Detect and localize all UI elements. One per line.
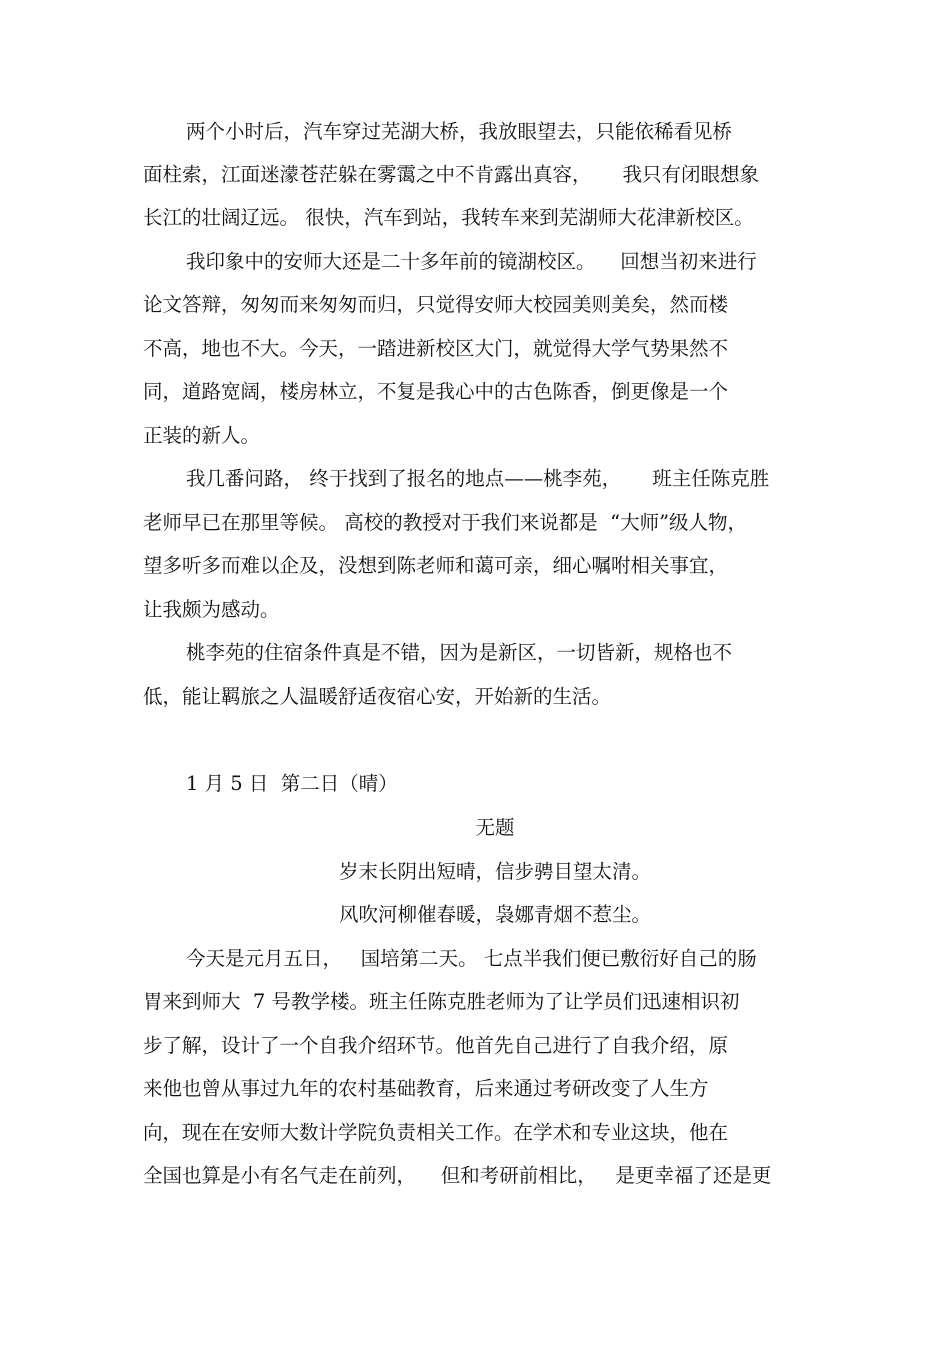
paragraph-line: 两个小时后，汽车穿过芜湖大桥，我放眼望去，只能依稀看见桥: [186, 120, 733, 143]
paragraph-line: 我印象中的安师大还是二十多年前的镜湖校区。 回想当初来进行: [186, 250, 757, 273]
paragraph-line: 不高，地也不大。今天，一踏进新校区大门，就觉得大学气势果然不: [143, 337, 729, 360]
date-heading: 1 月 5 日 第二日（晴）: [186, 772, 398, 795]
paragraph-line: 我几番问路， 终于找到了报名的地点——桃李苑， 班主任陈克胜: [186, 467, 770, 490]
paragraph-line: 望多听多而难以企及，没想到陈老师和蔼可亲，细心嘱咐相关事宜，: [143, 554, 729, 577]
poem-line: 岁末长阴出短晴，信步骋目望太清。: [338, 860, 651, 883]
paragraph-line: 正装的新人。: [143, 424, 261, 447]
paragraph-line: 胃来到师大 7 号教学楼。班主任陈克胜老师为了让学员们迅速相识初: [143, 990, 740, 1013]
poem-line: 风吹河柳催春暖，袅娜青烟不惹尘。: [338, 903, 651, 926]
paragraph-line: 长江的壮阔辽远。 很快，汽车到站，我转车来到芜湖师大花津新校区。: [143, 206, 754, 229]
paragraph-line: 今天是元月五日， 国培第二天。 七点半我们便已敷衍好自己的肠: [186, 947, 757, 970]
paragraph-line: 低，能让羁旅之人温暖舒适夜宿心安，开始新的生活。: [143, 685, 612, 708]
poem-title: 无题: [475, 816, 515, 839]
paragraph-line: 桃李苑的住宿条件真是不错，因为是新区，一切皆新，规格也不: [186, 641, 733, 664]
paragraph-line: 老师早已在那里等候。 高校的教授对于我们来说都是 “大师”级人物，: [143, 511, 748, 534]
paragraph-line: 步了解，设计了一个自我介绍环节。他首先自己进行了自我介绍，原: [143, 1034, 729, 1057]
paragraph-line: 面柱索，江面迷濛苍茫躲在雾霭之中不肯露出真容， 我只有闭眼想象: [143, 163, 759, 186]
paragraph-line: 来他也曾从事过九年的农村基础教育，后来通过考研改变了人生方: [143, 1077, 709, 1100]
paragraph-line: 让我颇为感动。: [143, 598, 280, 621]
paragraph-line: 论文答辩，匆匆而来匆匆而归，只觉得安师大校园美则美矣，然而楼: [143, 293, 729, 316]
paragraph-line: 向，现在在安师大数计学院负责相关工作。在学术和专业这块，他在: [143, 1121, 729, 1144]
paragraph-line: 全国也算是小有名气走在前列， 但和考研前相比， 是更幸福了还是更: [143, 1164, 772, 1187]
paragraph-line: 同，道路宽阔，楼房林立，不复是我心中的古色陈香，倒更像是一个: [143, 380, 729, 403]
